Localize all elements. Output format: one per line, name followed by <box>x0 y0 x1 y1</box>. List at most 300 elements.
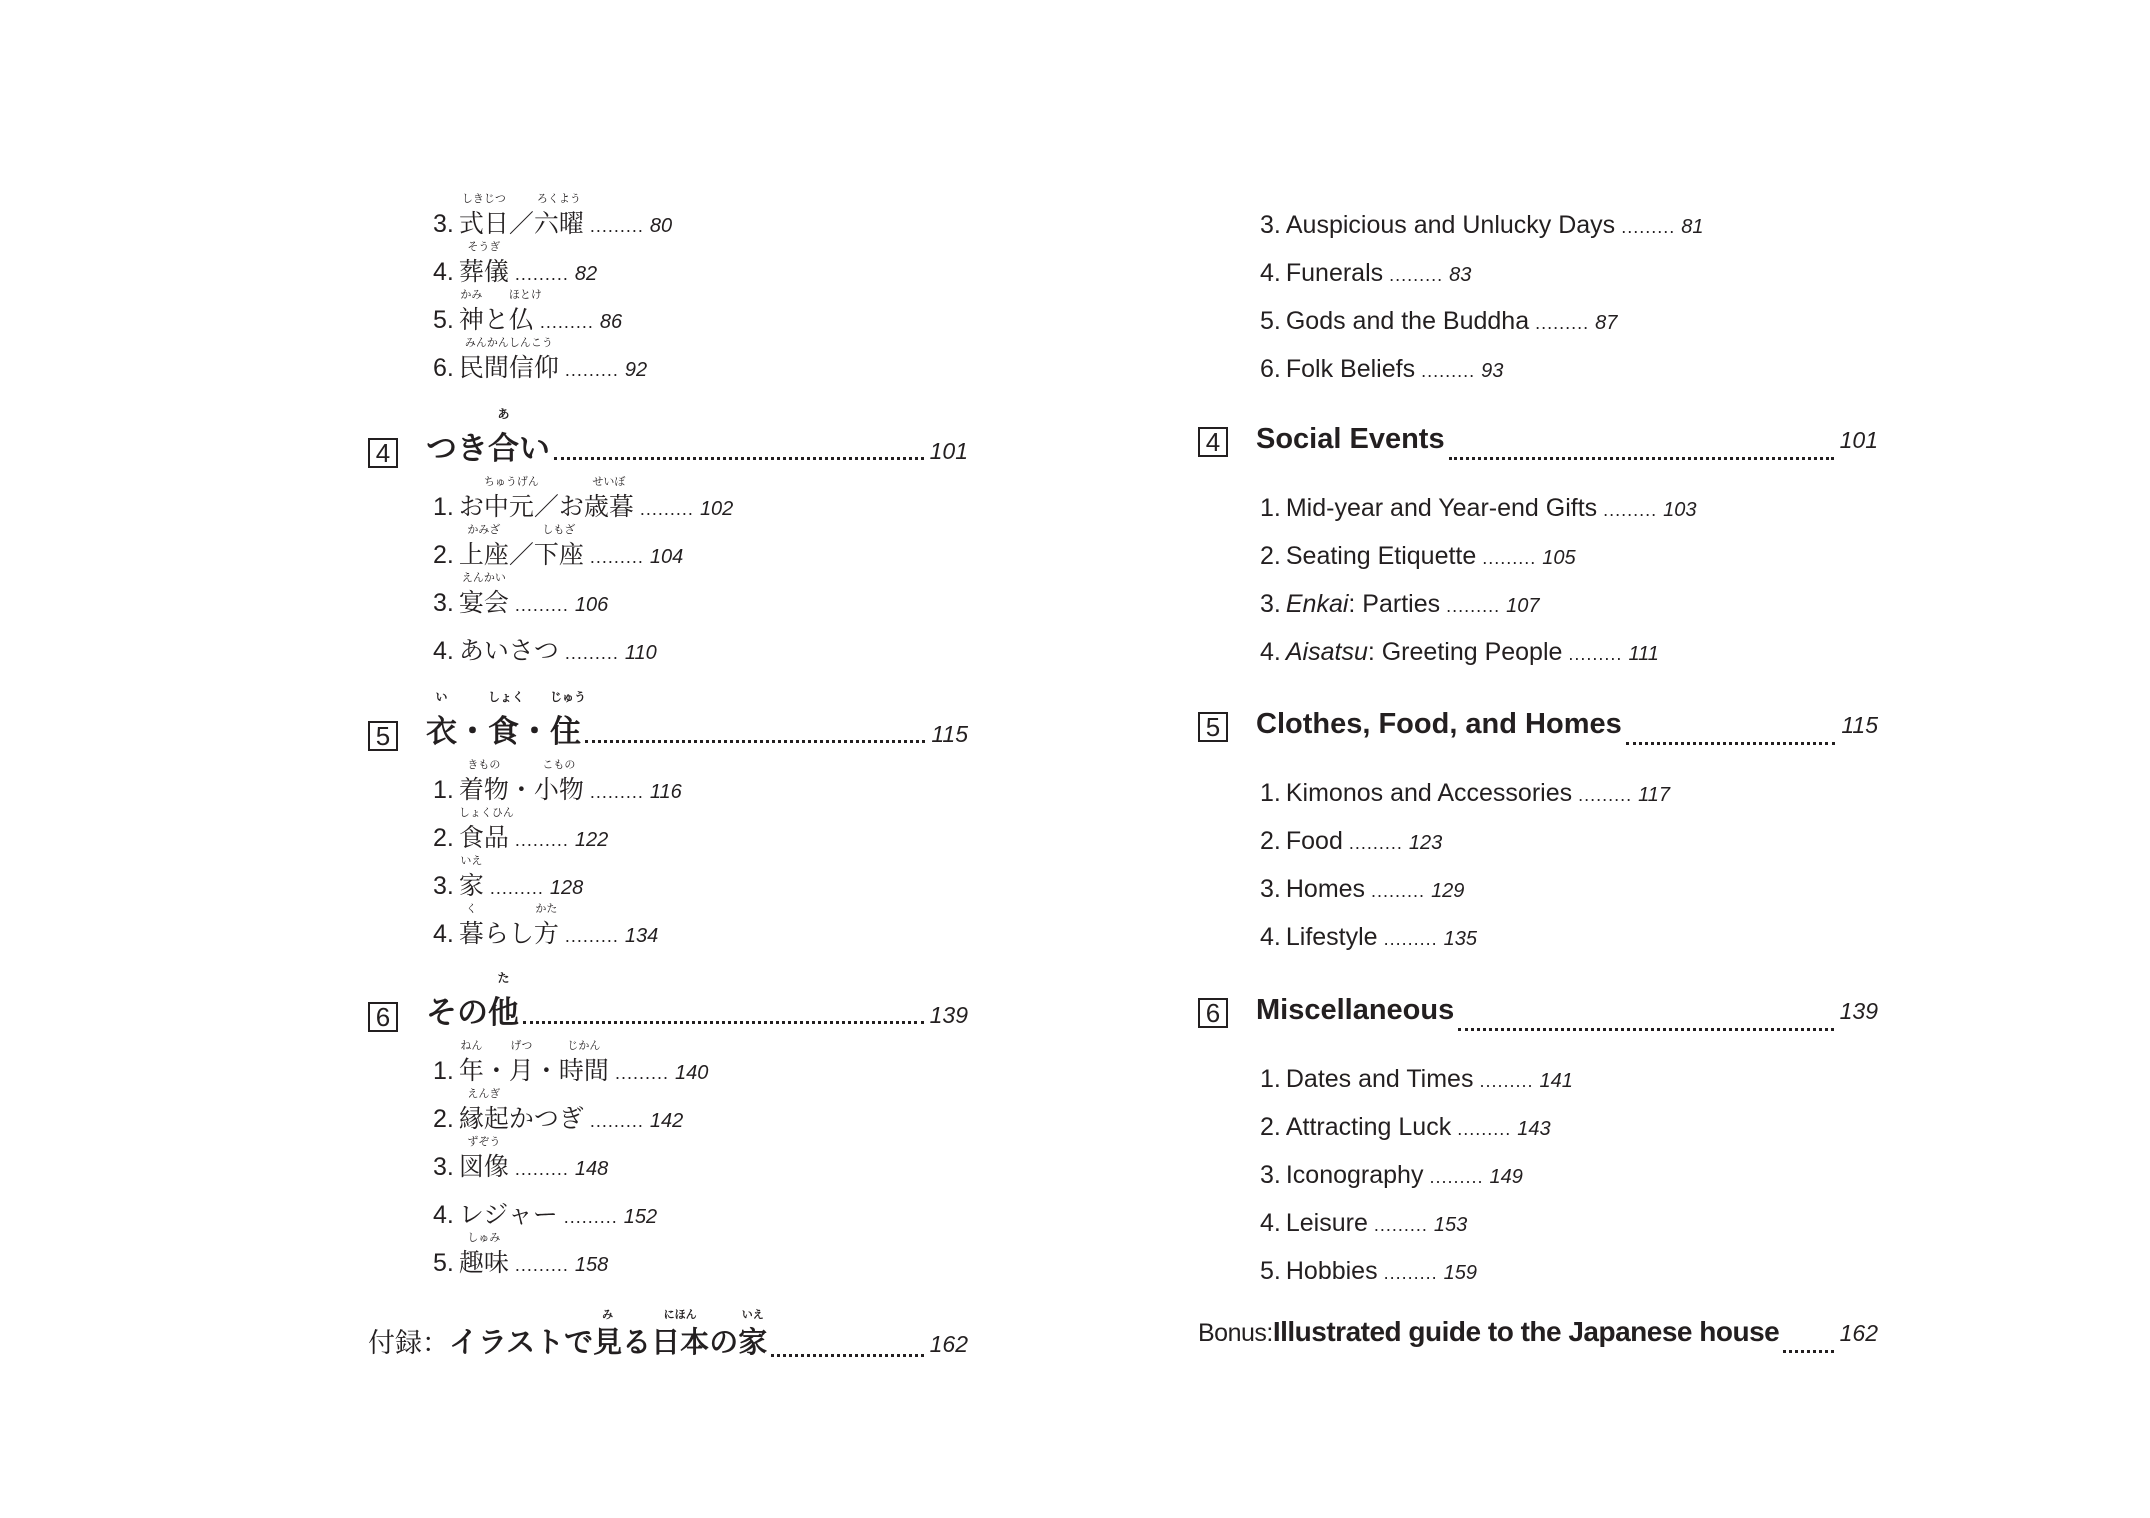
segment-text: 年 <box>458 1057 484 1085</box>
segment-text: 他 <box>488 995 519 1030</box>
item-title <box>1286 1065 1474 1094</box>
section-number-badge: 5 <box>1198 712 1228 742</box>
dot-leader: ......... <box>589 1111 644 1131</box>
segment-text: Hobbies <box>1285 1257 1378 1285</box>
text-segment <box>458 241 509 288</box>
text-segment <box>593 1309 623 1361</box>
text-segment <box>1273 1316 1779 1348</box>
toc-item-row <box>1260 307 1617 336</box>
text-segment <box>508 289 542 336</box>
item-number: 4. <box>1260 923 1281 951</box>
page-number: 83 <box>1449 264 1472 286</box>
text-segment <box>458 855 484 902</box>
text-segment <box>458 524 509 571</box>
toc-item <box>368 337 968 390</box>
text-segment <box>509 204 534 240</box>
page-number: 142 <box>649 1110 684 1132</box>
page-number: 134 <box>624 925 659 947</box>
furigana: そうぎ <box>467 241 501 253</box>
segment-text: い <box>519 431 550 466</box>
dot-leader: ......... <box>514 830 569 850</box>
text-segment <box>1286 1113 1451 1142</box>
segment-text: Leisure <box>1285 1209 1368 1237</box>
dot-leader: ......... <box>1348 833 1403 853</box>
dot-leader: ......... <box>1482 548 1537 568</box>
item-title <box>1286 638 1563 667</box>
page-number: 128 <box>549 877 584 899</box>
segment-text: 時間 <box>558 1057 609 1085</box>
dot-leader <box>1458 1028 1833 1031</box>
segment-text: 小物 <box>533 776 584 804</box>
item-title <box>1286 494 1597 523</box>
text-segment <box>458 759 509 806</box>
page-number: 139 <box>929 1002 968 1028</box>
text-segment <box>1348 590 1440 619</box>
toc-item-row <box>433 759 682 806</box>
furigana: しょくひん <box>458 807 514 819</box>
dot-leader: ......... <box>1479 1071 1534 1091</box>
item-number: 1. <box>1260 1065 1281 1093</box>
segment-text: レジャー <box>458 1201 558 1229</box>
item-number: 5. <box>433 306 454 334</box>
item-number: 6. <box>433 354 454 382</box>
text-segment <box>458 289 484 336</box>
item-title <box>458 1232 509 1279</box>
segment-text: Clothes, Food, and Homes <box>1256 708 1622 740</box>
segment-text: Attracting Luck <box>1285 1113 1452 1141</box>
item-number: 4. <box>1260 1209 1281 1237</box>
toc-item <box>1198 910 1878 958</box>
segment-text: る <box>622 1327 652 1359</box>
item-number: 3. <box>1260 211 1281 239</box>
segment-text: Homes <box>1285 875 1366 903</box>
text-segment <box>488 407 519 468</box>
toc-item <box>1198 625 1878 673</box>
text-segment <box>458 1136 509 1183</box>
furigana: じかん <box>567 1040 601 1052</box>
section-number-badge: 6 <box>1198 998 1228 1028</box>
page-number: 140 <box>674 1062 709 1084</box>
page-number: 105 <box>1542 547 1576 569</box>
toc-item <box>368 903 968 956</box>
text-segment <box>533 193 584 240</box>
dot-leader: ......... <box>564 360 619 380</box>
page-number: 92 <box>624 359 648 381</box>
segment-text: 式日 <box>458 210 509 238</box>
segment-text: 六曜 <box>533 210 584 238</box>
text-segment <box>519 423 550 468</box>
text-segment <box>458 903 484 950</box>
dot-leader: ......... <box>1568 644 1623 664</box>
segment-text: : Parties <box>1348 590 1441 618</box>
segment-text: Dates and Times <box>1285 1065 1474 1093</box>
item-title <box>1286 923 1378 952</box>
section-title <box>1256 423 1445 456</box>
text-segment <box>488 690 525 751</box>
page-number: 86 <box>599 311 623 333</box>
dot-leader <box>1783 1350 1833 1353</box>
page-number: 135 <box>1443 928 1477 950</box>
text-segment <box>1286 779 1572 808</box>
text-segment <box>458 807 514 854</box>
section-title <box>1256 708 1622 741</box>
furigana: しゅみ <box>467 1232 501 1244</box>
text-segment <box>1286 590 1349 619</box>
segment-text: 日本 <box>651 1327 710 1359</box>
toc-item <box>1198 577 1878 625</box>
item-number: 5. <box>1260 307 1281 335</box>
item-title <box>458 855 484 902</box>
dot-leader: ......... <box>1371 881 1426 901</box>
page-number: 129 <box>1431 880 1465 902</box>
text-segment <box>1286 827 1343 856</box>
section-number-badge: 6 <box>368 1002 398 1032</box>
toc-item <box>1198 1052 1878 1100</box>
item-number: 3. <box>1260 875 1281 903</box>
item-title <box>1286 307 1529 336</box>
segment-text: 住 <box>550 714 581 749</box>
item-number: 2. <box>1260 542 1281 570</box>
text-segment <box>1256 994 1454 1027</box>
text-segment <box>519 706 550 751</box>
item-title <box>458 193 584 240</box>
bonus-entry-jp <box>368 1309 968 1378</box>
toc-item-row <box>1260 638 1659 667</box>
segment-text: Aisatsu <box>1285 638 1368 666</box>
text-segment <box>458 193 509 240</box>
dot-leader: ......... <box>589 547 644 567</box>
item-title <box>1286 779 1572 808</box>
item-title <box>458 1136 509 1183</box>
item-title <box>458 289 542 336</box>
section-heading <box>1198 994 1878 1052</box>
item-number: 3. <box>1260 1161 1281 1189</box>
lead-items-jp <box>368 193 968 390</box>
dot-leader: ......... <box>563 1207 618 1227</box>
segment-text: ／お <box>533 493 584 521</box>
dot-leader: ......... <box>1535 313 1590 333</box>
section-4-en <box>1198 423 1878 673</box>
text-segment <box>458 1088 509 1135</box>
furigana: こもの <box>542 759 576 771</box>
item-number: 2. <box>1260 1113 1281 1141</box>
item-title <box>458 759 584 806</box>
text-segment <box>1286 211 1615 240</box>
section-4-jp <box>368 407 968 673</box>
page-number: 139 <box>1839 998 1878 1024</box>
segment-text: 図像 <box>458 1153 509 1181</box>
dot-leader: ......... <box>514 595 569 615</box>
item-title <box>458 524 584 571</box>
segment-text: お <box>458 493 484 521</box>
furigana: ちゅうげん <box>483 476 539 488</box>
item-title <box>458 476 634 523</box>
text-segment <box>1286 1209 1368 1238</box>
segment-text: Miscellaneous <box>1256 994 1455 1026</box>
text-segment <box>1286 494 1597 523</box>
item-title <box>458 337 559 384</box>
toc-item <box>368 1232 968 1285</box>
segment-text: Seating Etiquette <box>1285 542 1477 570</box>
item-title <box>1286 590 1440 619</box>
segment-text: Folk Beliefs <box>1285 355 1416 383</box>
dot-leader: ......... <box>1621 217 1676 237</box>
section-heading <box>1198 708 1878 766</box>
toc-item-row <box>433 1040 709 1087</box>
page-number: 107 <box>1506 595 1540 617</box>
text-segment <box>457 706 488 751</box>
item-title <box>1286 355 1415 384</box>
text-segment <box>508 1040 534 1087</box>
text-segment <box>484 1051 509 1087</box>
section-title <box>1256 994 1454 1027</box>
segment-text: 趣味 <box>458 1249 509 1277</box>
segment-text: 歳暮 <box>583 493 634 521</box>
page-number: 159 <box>1443 1262 1477 1284</box>
dot-leader: ......... <box>1578 785 1633 805</box>
item-title <box>1286 211 1615 240</box>
furigana: げつ <box>510 1040 533 1052</box>
text-segment <box>558 1040 609 1087</box>
toc-item <box>1198 481 1878 529</box>
segment-text: Lifestyle <box>1285 923 1378 951</box>
text-segment <box>459 631 559 667</box>
furigana: かみ <box>460 289 483 301</box>
dot-leader: ......... <box>489 878 544 898</box>
toc-item <box>1198 1244 1878 1292</box>
section-title <box>426 407 550 468</box>
text-segment <box>426 690 457 751</box>
segment-text: 衣 <box>426 714 457 749</box>
furigana: く <box>465 903 477 915</box>
text-segment <box>533 759 584 806</box>
text-segment <box>738 1309 768 1361</box>
page-number: 103 <box>1663 499 1697 521</box>
segment-text: 見 <box>593 1327 623 1359</box>
page-number: 102 <box>699 498 734 520</box>
segment-text: ／ <box>508 210 534 238</box>
item-number: 3. <box>433 1153 454 1181</box>
toc-item-row <box>1260 1161 1523 1190</box>
segment-text: 縁起 <box>458 1105 509 1133</box>
toc-item-row <box>1260 590 1540 619</box>
text-segment <box>509 770 534 806</box>
segment-text: Food <box>1285 827 1343 855</box>
item-number: 1. <box>433 493 454 521</box>
segment-text: その <box>426 995 488 1030</box>
section-heading <box>368 407 968 481</box>
page-number: 162 <box>929 1331 968 1357</box>
section-number-badge: 4 <box>368 438 398 468</box>
page-number: 117 <box>1638 784 1671 806</box>
text-segment <box>488 971 519 1032</box>
page-number: 148 <box>574 1158 609 1180</box>
item-title <box>459 631 559 667</box>
item-number: 1. <box>433 1057 454 1085</box>
toc-item <box>1198 1196 1878 1244</box>
page-number: 162 <box>1839 1320 1878 1346</box>
item-number: 2. <box>433 1105 454 1133</box>
text-segment <box>483 476 539 523</box>
furigana: みんかんしんこう <box>464 337 553 349</box>
text-segment <box>533 524 584 571</box>
segment-text: ・ <box>519 714 550 749</box>
text-segment <box>426 987 488 1032</box>
text-segment <box>583 476 634 523</box>
dot-leader: ......... <box>514 264 569 284</box>
toc-item <box>1198 246 1878 294</box>
item-number: 4. <box>1260 259 1281 287</box>
toc-item <box>1198 342 1878 390</box>
toc-item-row <box>433 1232 609 1279</box>
bonus-title <box>1273 1316 1779 1348</box>
item-number: 2. <box>433 824 454 852</box>
dot-leader: ......... <box>1429 1167 1484 1187</box>
furigana: ねん <box>460 1040 483 1052</box>
page-number: 101 <box>929 438 968 464</box>
item-title <box>1286 1113 1451 1142</box>
bonus-entry-en <box>1198 1316 1878 1374</box>
item-number: 4. <box>433 920 454 948</box>
furigana: しょく <box>488 690 525 704</box>
text-segment <box>651 1309 710 1361</box>
text-segment <box>458 337 559 384</box>
text-segment <box>1286 1161 1424 1190</box>
toc-item-row <box>433 193 673 240</box>
segment-text: Funerals <box>1285 259 1384 287</box>
toc-item-row <box>433 476 734 523</box>
dot-leader: ......... <box>1446 596 1501 616</box>
toc-item-row <box>1260 1209 1467 1238</box>
bonus-prefix: 付録： <box>368 1328 449 1358</box>
toc-item-row <box>1260 923 1477 952</box>
item-title <box>1286 1161 1424 1190</box>
item-number: 5. <box>433 1249 454 1277</box>
segment-text: ・ <box>508 776 534 804</box>
text-segment <box>622 1320 651 1361</box>
furigana: ずぞう <box>467 1136 501 1148</box>
segment-text: Iconography <box>1285 1161 1424 1189</box>
item-number: 6. <box>1260 355 1281 383</box>
dot-leader: ......... <box>1383 1263 1438 1283</box>
dot-leader: ......... <box>514 1255 569 1275</box>
segment-text: つき <box>426 431 488 466</box>
toc-item <box>1198 529 1878 577</box>
text-segment <box>458 572 509 619</box>
furigana: えんかい <box>461 572 506 584</box>
dot-leader <box>771 1354 923 1357</box>
text-segment <box>1286 923 1378 952</box>
text-segment <box>1286 307 1529 336</box>
toc-item-row <box>433 1088 684 1135</box>
dot-leader: ......... <box>1457 1119 1512 1139</box>
text-segment <box>426 423 488 468</box>
text-segment <box>1286 355 1415 384</box>
furigana: た <box>497 971 510 985</box>
section-heading <box>1198 423 1878 481</box>
toc-item <box>1198 294 1878 342</box>
dot-leader <box>523 1021 924 1024</box>
toc-item <box>1198 1100 1878 1148</box>
dot-leader: ......... <box>589 782 644 802</box>
item-number: 1. <box>433 776 454 804</box>
text-segment <box>449 1320 593 1361</box>
toc-item-row <box>1260 355 1503 384</box>
item-title <box>1286 1257 1378 1286</box>
segment-text: 方 <box>533 920 559 948</box>
toc-item-row <box>1260 827 1442 856</box>
furigana: あ <box>497 407 510 421</box>
text-segment <box>1368 638 1563 667</box>
text-segment <box>1286 542 1476 571</box>
page-number: 87 <box>1595 312 1618 334</box>
segment-text: Social Events <box>1256 423 1445 455</box>
item-number: 2. <box>1260 827 1281 855</box>
item-title <box>458 1088 584 1135</box>
furigana: じゅう <box>550 690 587 704</box>
text-segment <box>1286 1065 1474 1094</box>
dot-leader: ......... <box>539 312 594 332</box>
text-segment <box>1256 708 1622 741</box>
toc-item-row <box>433 241 598 288</box>
furigana: いえ <box>741 1309 764 1321</box>
item-number: 3. <box>433 589 454 617</box>
section-title <box>426 971 519 1032</box>
toc-item-row <box>433 903 659 950</box>
page-number: 122 <box>574 829 609 851</box>
item-title <box>1286 1209 1368 1238</box>
text-segment <box>484 300 509 336</box>
segment-text: Enkai <box>1285 590 1349 618</box>
item-title <box>458 241 509 288</box>
text-segment <box>534 487 584 523</box>
toc-item-row <box>433 807 609 854</box>
toc-item <box>368 625 968 673</box>
page-number: 116 <box>649 781 682 803</box>
furigana: きもの <box>467 759 501 771</box>
text-segment <box>550 690 587 751</box>
toc-item-row <box>1260 1065 1573 1094</box>
page-number: 93 <box>1481 360 1504 382</box>
furigana: せいぼ <box>592 476 626 488</box>
page-number: 141 <box>1539 1070 1573 1092</box>
dot-leader: ......... <box>514 1159 569 1179</box>
dot-leader <box>585 740 925 743</box>
bonus-heading <box>1198 1316 1878 1374</box>
segment-text: Illustrated guide to the Japanese house <box>1272 1316 1780 1347</box>
toc-item <box>368 1136 968 1189</box>
page-number: 158 <box>574 1254 609 1276</box>
segment-text: あいさつ <box>458 637 559 665</box>
text-segment <box>1256 423 1445 456</box>
segment-text: 家 <box>738 1327 768 1359</box>
segment-text: イラストで <box>449 1327 594 1359</box>
page-number: 143 <box>1517 1118 1551 1140</box>
dot-leader <box>554 457 924 460</box>
section-6-en <box>1198 994 1878 1292</box>
toc-item-row <box>1260 259 1471 288</box>
page-number: 153 <box>1433 1214 1468 1236</box>
segment-text: Mid-year and Year-end Gifts <box>1285 494 1598 522</box>
segment-text: 上座 <box>458 541 509 569</box>
item-number: 4. <box>1260 638 1281 666</box>
segment-text: の <box>709 1327 739 1359</box>
furigana: しきじつ <box>461 193 506 205</box>
furigana: ほとけ <box>508 289 542 301</box>
text-segment <box>459 487 484 523</box>
item-number: 1. <box>1260 779 1281 807</box>
page-number: 82 <box>574 263 598 285</box>
